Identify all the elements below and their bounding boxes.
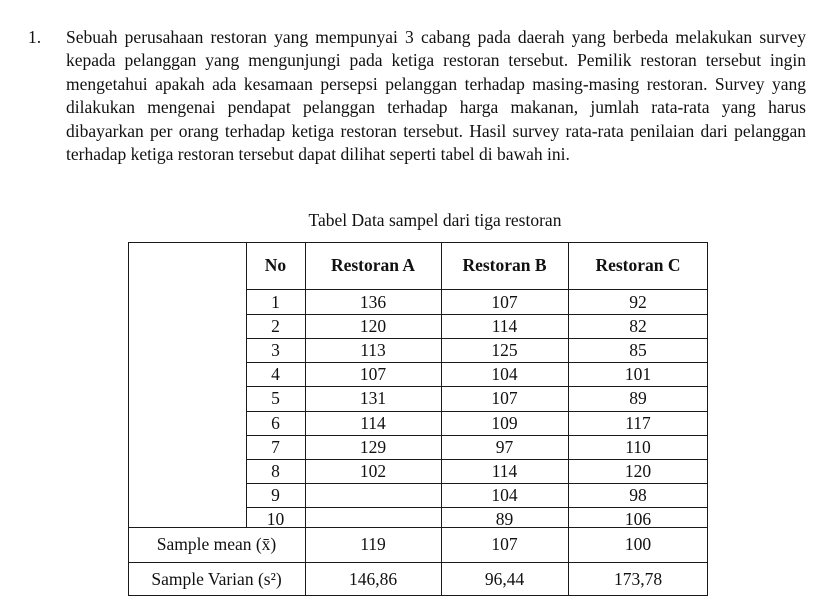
- table-cell: 104: [491, 364, 518, 385]
- table-cell: 8: [271, 460, 280, 481]
- sample-mean-value: 100: [624, 534, 652, 554]
- table-cell: 109: [491, 412, 518, 433]
- data-table: [128, 242, 708, 596]
- question-number: 1.: [28, 27, 42, 47]
- table-cell: 6: [271, 412, 280, 433]
- header-restoran-c: Restoran C: [595, 255, 681, 275]
- header-restoran-a: Restoran A: [330, 255, 416, 275]
- table-caption: Tabel Data sampel dari tiga restoran: [308, 210, 562, 230]
- table-cell: 125: [491, 340, 518, 361]
- table-cell: 101: [624, 364, 652, 385]
- table-cell: 117: [625, 412, 651, 433]
- table-cell: 136: [359, 292, 387, 312]
- question-1: [28, 26, 806, 166]
- sample-variance-value: 146,86: [348, 569, 398, 589]
- table-cell: 106: [624, 508, 652, 529]
- sample-variance-value: 96,44: [484, 569, 525, 589]
- table-cell: 120: [624, 460, 652, 481]
- table-cell: 110: [625, 436, 651, 457]
- table-cell: 82: [629, 316, 647, 337]
- table-cell: 129: [359, 436, 387, 457]
- header-no: No: [264, 255, 287, 275]
- table-cell: 5: [271, 388, 280, 409]
- table-cell: 102: [359, 460, 387, 481]
- table-cell: 107: [491, 292, 518, 312]
- table-cell: [305, 483, 441, 507]
- question-text: Sebuah perusahaan restoran yang mempunyai 3 cabang pada daerah yang berbeda melakukan survey kepada pelanggan yang mengunjungi pada ketiga restoran tersebut. Pemilik restoran tersebut ingin mengetahui apakah ada kesamaan persepsi pelanggan terhadap masing-masing restoran. Survey yang dilakukan mengenai pendapat pelanggan terhadap harga makanan, jumlah rata-rata yang harus dibayarkan per orang terhadap ketiga restoran tersebut. Hasil survey rata-rata penilaian dari pelanggan terhadap ketiga restoran tersebut dapat dilihat seperti tabel di bawah ini.: [66, 27, 806, 165]
- table-cell: 3: [271, 340, 280, 361]
- table-cell: 98: [629, 484, 647, 505]
- table-cell: 113: [360, 340, 386, 361]
- table-cell: 89: [495, 508, 514, 529]
- sample-mean-value: 107: [491, 534, 518, 554]
- table-cell: 92: [629, 292, 647, 312]
- table-cell: 114: [491, 460, 518, 481]
- table-cell: 89: [629, 388, 647, 409]
- table-cell: 114: [360, 412, 386, 433]
- table-cell: 104: [491, 484, 518, 505]
- table-cell: 114: [491, 316, 518, 337]
- table-cell: 4: [271, 364, 280, 385]
- sample-mean-value: 119: [360, 534, 386, 554]
- table-cell: 107: [491, 388, 518, 409]
- sample-variance-value: 173,78: [613, 569, 663, 589]
- table-cell: 1: [271, 292, 280, 312]
- sample-mean-label: Sample mean (x̄): [156, 534, 277, 554]
- table-cell: 97: [495, 436, 514, 457]
- sample-variance-label: Sample Varian (s²): [151, 569, 282, 589]
- table-cell: 107: [359, 364, 387, 385]
- table-cell: 10: [266, 508, 285, 529]
- header-restoran-b: Restoran B: [462, 255, 547, 275]
- table-cell: 7: [271, 436, 280, 457]
- table-cell: 131: [359, 388, 387, 409]
- table-cell: 2: [271, 316, 280, 337]
- table-cell: 120: [359, 316, 387, 337]
- table-cell: 85: [629, 340, 647, 361]
- table-cell: 9: [271, 484, 280, 505]
